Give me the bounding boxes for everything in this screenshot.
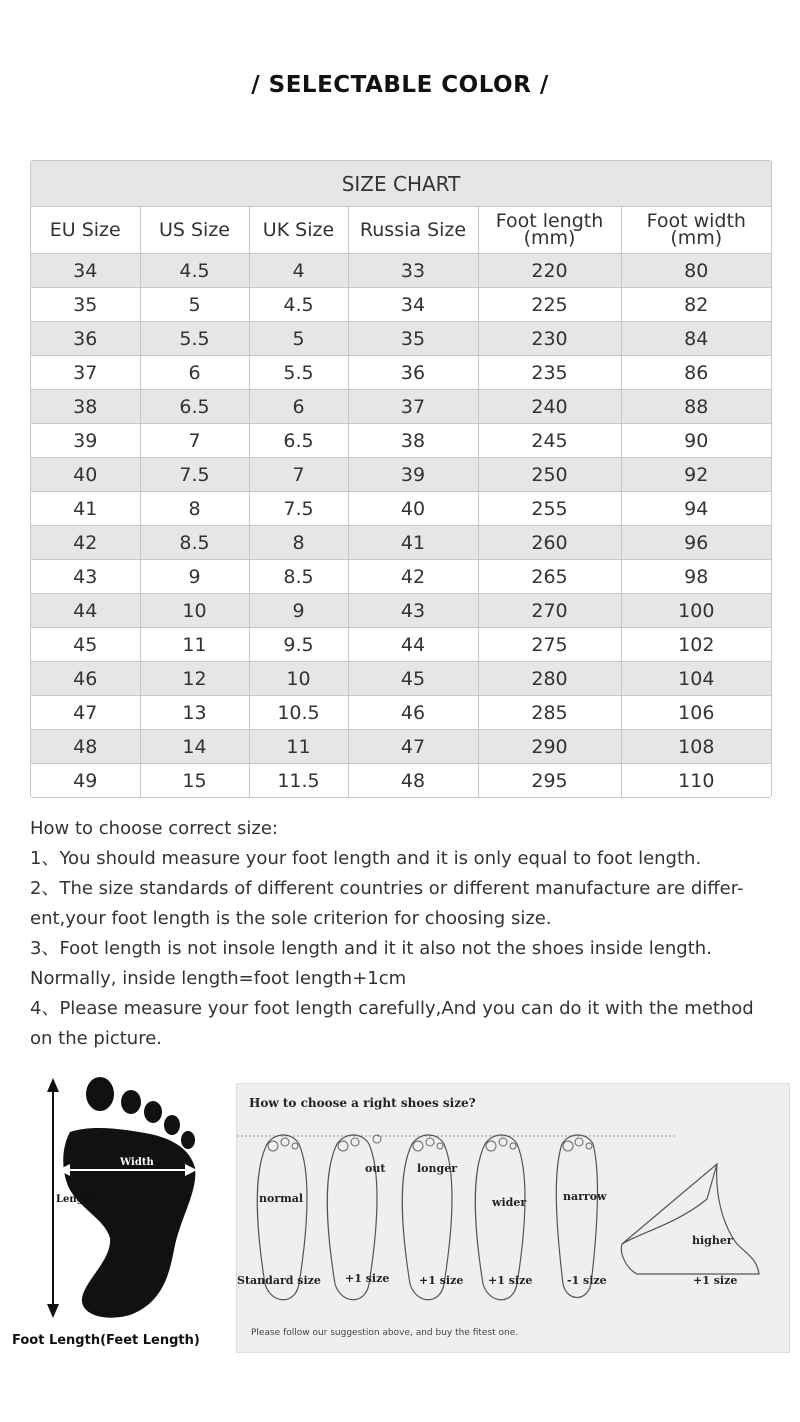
cell-us-size: 7 — [140, 424, 249, 458]
cell-foot-width: 88 — [621, 390, 771, 424]
shoe-size-guide — [236, 1083, 790, 1353]
table-row — [31, 696, 771, 730]
cell-eu-size: 48 — [31, 730, 140, 764]
cell-russia-size: 36 — [348, 356, 478, 390]
table-row — [31, 322, 771, 356]
cell-foot-length: 290 — [478, 730, 621, 764]
table-row — [31, 560, 771, 594]
table-row — [31, 424, 771, 458]
cell-russia-size: 43 — [348, 594, 478, 628]
cell-uk-size: 10.5 — [249, 696, 348, 730]
cell-us-size: 14 — [140, 730, 249, 764]
cell-russia-size: 34 — [348, 288, 478, 322]
table-row — [31, 492, 771, 526]
cell-uk-size: 5.5 — [249, 356, 348, 390]
size-instructions — [30, 814, 772, 1054]
size-chart-caption: SIZE CHART — [31, 161, 771, 207]
cell-foot-length: 285 — [478, 696, 621, 730]
cell-foot-length: 225 — [478, 288, 621, 322]
size-chart — [30, 160, 772, 798]
cell-us-size: 11 — [140, 628, 249, 662]
cell-foot-width: 100 — [621, 594, 771, 628]
column-header-foot-width: Foot width (mm) — [621, 207, 771, 254]
width-label: Width — [120, 1157, 154, 1168]
cell-eu-size: 46 — [31, 662, 140, 696]
size-plus1-higher: +1 size — [693, 1274, 738, 1287]
cell-uk-size: 10 — [249, 662, 348, 696]
cell-uk-size: 8 — [249, 526, 348, 560]
foot-diagram-caption: Foot Length(Feet Length) — [12, 1333, 200, 1348]
cell-foot-width: 102 — [621, 628, 771, 662]
label-normal: normal — [259, 1192, 304, 1205]
cell-eu-size: 41 — [31, 492, 140, 526]
cell-uk-size: 4 — [249, 254, 348, 288]
cell-us-size: 6.5 — [140, 390, 249, 424]
cell-foot-length: 255 — [478, 492, 621, 526]
cell-russia-size: 35 — [348, 322, 478, 356]
column-header-eu-size: EU Size — [31, 207, 140, 254]
table-row — [31, 356, 771, 390]
cell-uk-size: 9.5 — [249, 628, 348, 662]
table-row — [31, 458, 771, 492]
cell-russia-size: 45 — [348, 662, 478, 696]
cell-us-size: 10 — [140, 594, 249, 628]
cell-eu-size: 49 — [31, 764, 140, 798]
cell-us-size: 8.5 — [140, 526, 249, 560]
cell-uk-size: 11.5 — [249, 764, 348, 798]
cell-foot-length: 250 — [478, 458, 621, 492]
cell-us-size: 15 — [140, 764, 249, 798]
size-plus1-wider: +1 size — [488, 1274, 533, 1287]
cell-foot-width: 94 — [621, 492, 771, 526]
table-row — [31, 390, 771, 424]
cell-russia-size: 33 — [348, 254, 478, 288]
label-higher: higher — [692, 1234, 733, 1247]
cell-eu-size: 47 — [31, 696, 140, 730]
cell-foot-width: 82 — [621, 288, 771, 322]
column-header-uk-size: UK Size — [249, 207, 348, 254]
column-header-foot-length: Foot length (mm) — [478, 207, 621, 254]
cell-us-size: 6 — [140, 356, 249, 390]
cell-foot-width: 80 — [621, 254, 771, 288]
cell-eu-size: 43 — [31, 560, 140, 594]
cell-us-size: 13 — [140, 696, 249, 730]
cell-eu-size: 38 — [31, 390, 140, 424]
label-wider: wider — [492, 1196, 527, 1209]
table-row — [31, 594, 771, 628]
cell-foot-width: 104 — [621, 662, 771, 696]
foot-measure-diagram — [10, 1070, 225, 1360]
table-row — [31, 628, 771, 662]
cell-us-size: 4.5 — [140, 254, 249, 288]
cell-foot-length: 240 — [478, 390, 621, 424]
cell-uk-size: 8.5 — [249, 560, 348, 594]
cell-foot-length: 235 — [478, 356, 621, 390]
column-header-us-size: US Size — [140, 207, 249, 254]
instruction-item: 1、You should measure your foot length and it is only equal to foot length. — [30, 848, 702, 869]
cell-russia-size: 48 — [348, 764, 478, 798]
cell-uk-size: 6.5 — [249, 424, 348, 458]
shoe-outlines-icon — [237, 1084, 789, 1352]
instructions-heading: How to choose correct size: — [30, 818, 279, 839]
cell-eu-size: 44 — [31, 594, 140, 628]
cell-foot-width: 92 — [621, 458, 771, 492]
cell-foot-length: 275 — [478, 628, 621, 662]
cell-us-size: 8 — [140, 492, 249, 526]
table-row — [31, 730, 771, 764]
cell-eu-size: 36 — [31, 322, 140, 356]
cell-eu-size: 35 — [31, 288, 140, 322]
size-chart-table — [31, 161, 771, 797]
cell-foot-length: 230 — [478, 322, 621, 356]
cell-foot-width: 90 — [621, 424, 771, 458]
label-out: out — [365, 1162, 386, 1175]
cell-russia-size: 42 — [348, 560, 478, 594]
cell-russia-size: 44 — [348, 628, 478, 662]
table-row — [31, 526, 771, 560]
cell-us-size: 5 — [140, 288, 249, 322]
cell-uk-size: 7.5 — [249, 492, 348, 526]
cell-uk-size: 4.5 — [249, 288, 348, 322]
column-header-russia-size: Russia Size — [348, 207, 478, 254]
cell-eu-size: 45 — [31, 628, 140, 662]
table-header-row — [31, 207, 771, 254]
cell-foot-length: 270 — [478, 594, 621, 628]
cell-uk-size: 5 — [249, 322, 348, 356]
cell-foot-width: 110 — [621, 764, 771, 798]
cell-foot-length: 260 — [478, 526, 621, 560]
table-row — [31, 764, 771, 798]
cell-us-size: 7.5 — [140, 458, 249, 492]
cell-eu-size: 42 — [31, 526, 140, 560]
cell-foot-width: 86 — [621, 356, 771, 390]
cell-foot-length: 295 — [478, 764, 621, 798]
length-label: Length — [56, 1194, 96, 1205]
size-minus1-narrow: -1 size — [567, 1274, 607, 1287]
cell-foot-width: 108 — [621, 730, 771, 764]
table-row — [31, 254, 771, 288]
cell-foot-width: 84 — [621, 322, 771, 356]
size-plus1-out: +1 size — [345, 1272, 390, 1285]
cell-uk-size: 6 — [249, 390, 348, 424]
cell-russia-size: 41 — [348, 526, 478, 560]
cell-foot-length: 245 — [478, 424, 621, 458]
cell-russia-size: 46 — [348, 696, 478, 730]
instruction-item: 3、Foot length is not insole length and it it also not the shoes inside length. Normally, inside length=foot length+1cm — [30, 938, 712, 989]
cell-uk-size: 7 — [249, 458, 348, 492]
size-standard: Standard size — [237, 1274, 321, 1287]
cell-russia-size: 38 — [348, 424, 478, 458]
cell-foot-length: 265 — [478, 560, 621, 594]
cell-eu-size: 37 — [31, 356, 140, 390]
cell-us-size: 9 — [140, 560, 249, 594]
instruction-item: 4、Please measure your foot length carefully,And you can do it with the method on the picture. — [30, 998, 754, 1049]
guide-title: How to choose a right shoes size? — [249, 1096, 476, 1110]
cell-russia-size: 40 — [348, 492, 478, 526]
cell-foot-width: 96 — [621, 526, 771, 560]
cell-eu-size: 40 — [31, 458, 140, 492]
cell-eu-size: 39 — [31, 424, 140, 458]
label-longer: longer — [417, 1162, 457, 1175]
table-row — [31, 288, 771, 322]
cell-russia-size: 39 — [348, 458, 478, 492]
cell-us-size: 5.5 — [140, 322, 249, 356]
cell-foot-length: 220 — [478, 254, 621, 288]
table-row — [31, 662, 771, 696]
foot-silhouette-icon — [10, 1070, 225, 1330]
cell-russia-size: 37 — [348, 390, 478, 424]
cell-russia-size: 47 — [348, 730, 478, 764]
page-title: / SELECTABLE COLOR / — [251, 72, 549, 98]
instruction-item: 2、The size standards of different countries or different manufacture are differ-ent,your foot length is the sole criterion for choosing size. — [30, 878, 744, 929]
cell-foot-length: 280 — [478, 662, 621, 696]
cell-uk-size: 9 — [249, 594, 348, 628]
cell-eu-size: 34 — [31, 254, 140, 288]
cell-us-size: 12 — [140, 662, 249, 696]
cell-foot-width: 106 — [621, 696, 771, 730]
size-plus1-longer: +1 size — [419, 1274, 464, 1287]
cell-uk-size: 11 — [249, 730, 348, 764]
guide-footer: Please follow our suggestion above, and buy the fitest one. — [251, 1328, 519, 1338]
label-narrow: narrow — [563, 1190, 607, 1203]
cell-foot-width: 98 — [621, 560, 771, 594]
